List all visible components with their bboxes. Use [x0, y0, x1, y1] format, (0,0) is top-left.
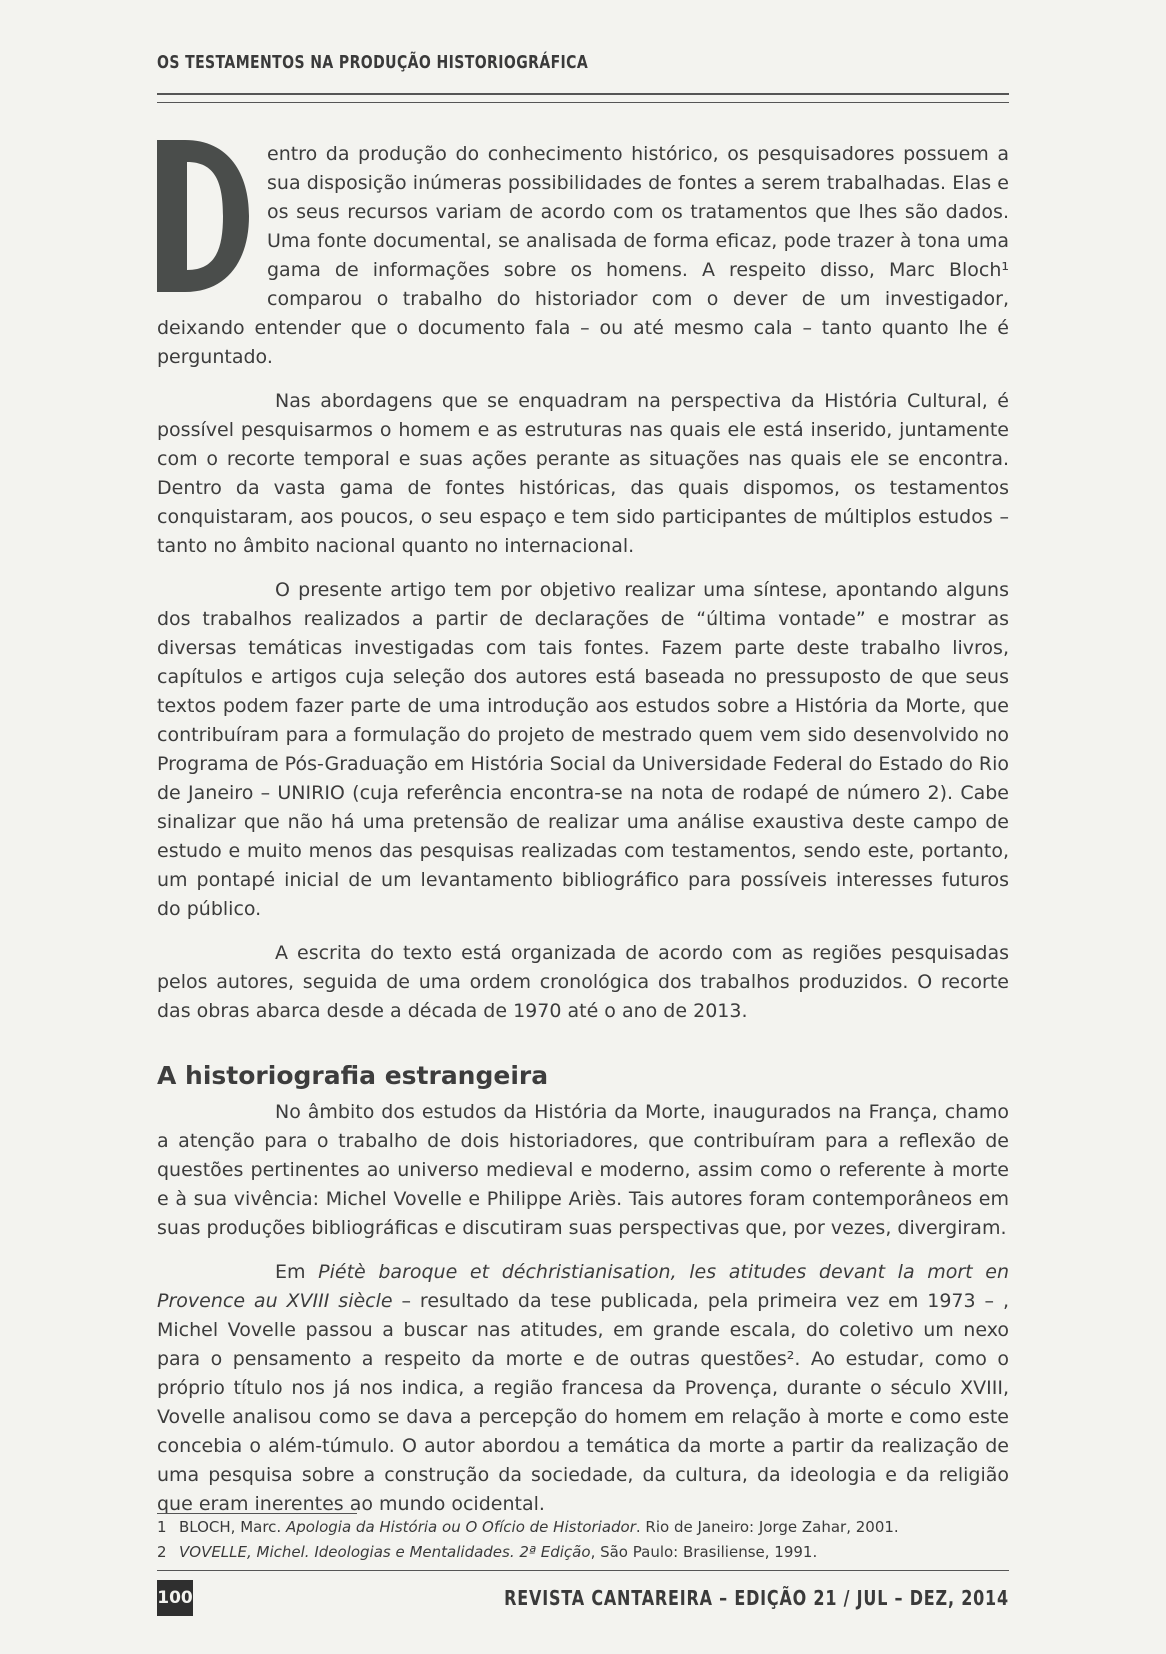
header-double-rule	[157, 93, 1009, 103]
footnote-1	[157, 1515, 1017, 1540]
paragraph: Nas abordagens que se enquadram na perspectiva da História Cultural, é possível pesquisarmos o homem e as estruturas nas quais ele está inserido, juntamente com o recorte temporal e suas ações perante as situações nas quais ele se encontra. Dentro da vasta gama de fontes históricas, das quais dispomos, os testamentos conquistaram, aos poucos, o seu espaço e tem sido participantes de múltiplos estudos – tanto no âmbito nacional quanto no internacional.	[157, 390, 1009, 557]
paragraph: A escrita do texto está organizada de acordo com as regiões pesquisadas pelos autores, seguida de uma ordem cronológica dos trabalhos produzidos. O recorte das obras abarca desde a década de 1970 até o ano de 2013.	[157, 942, 1009, 1022]
footnote-rule	[157, 1513, 357, 1514]
footnote-number: 1	[157, 1518, 167, 1536]
running-header: OS TESTAMENTOS NA PRODUÇÃO HISTORIOGRÁFICA	[157, 52, 589, 73]
footnote-2	[157, 1540, 1017, 1565]
book-title: Piétè baroque et déchristianisation, les atitudes devant la mort en Provence au XVIII siècle	[157, 1261, 1009, 1312]
drop-cap	[157, 140, 255, 292]
footnote-author: BLOCH, Marc.	[179, 1518, 286, 1536]
footnote-rest: , São Paulo: Brasiliense, 1991.	[590, 1543, 818, 1561]
page-number-badge: 100	[157, 1580, 193, 1616]
first-paragraph	[157, 140, 1009, 372]
paragraph	[157, 1258, 1009, 1519]
article-body	[157, 140, 1009, 1534]
paragraph: O presente artigo tem por objetivo realizar uma síntese, apontando alguns dos trabalhos realizados a partir de declarações de “última vontade” e mostrar as diversas temáticas investigadas com tais fontes. Fazem parte deste trabalho livros, capítulos e artigos cuja seleção dos autores está baseada no pressuposto de que seus textos podem fazer parte de uma introdução aos estudos sobre a História da Morte, que contribuíram para a formulação do projeto de mestrado quem vem sido desenvolvido no Programa de Pós-Graduação em História Social da Universidade Federal do Estado do Rio de Janeiro – UNIRIO (cuja referência encontra-se na nota de rodapé de número 2). Cabe sinalizar que não há uma pretensão de realizar uma análise exaustiva deste campo de estudo e muito menos das pesquisas realizadas com testamentos, sendo este, portanto, um pontapé inicial de um levantamento bibliográfico para possíveis interesses futuros do público.	[157, 579, 1009, 920]
footer-rule	[157, 1570, 1009, 1571]
footnote-rest: . Rio de Janeiro: Jorge Zahar, 2001.	[635, 1518, 899, 1536]
section-heading: A historiografia estrangeira	[157, 1061, 549, 1090]
paragraph: No âmbito dos estudos da História da Morte, inaugurados na França, chamo a atenção para o trabalho de dois historiadores, que contribuíram para a reflexão de questões pertinentes ao universo medieval e moderno, assim como o referente à morte e à sua vivência: Michel Vovelle e Philippe Ariès. Tais autores foram contemporâneos em suas produções bibliográficas e discutiram suas perspectivas que, por vezes, divergiram.	[157, 1101, 1009, 1239]
footnote-title: Apologia da História ou O Ofício de Historiador	[285, 1518, 636, 1536]
paragraph-lead: Em	[275, 1261, 319, 1283]
footnotes	[157, 1515, 1017, 1565]
footnote-number: 2	[157, 1543, 167, 1561]
journal-footer: REVISTA CANTAREIRA – EDIÇÃO 21 / JUL – DEZ, 2014	[504, 1586, 1009, 1610]
paragraph-text: – resultado da tese publicada, pela primeira vez em 1973 – , Michel Vovelle passou a buscar nas atitudes, em grande escala, do coletivo um nexo para o pensamento a respeito da morte e de outras questões². Ao estudar, como o próprio título nos já nos indica, a região francesa da Provença, durante o século XVIII, Vovelle analisou como se dava a percepção do homem em relação à morte e como este concebia o além-túmulo. O autor abordou a temática da morte a partir da realização de uma pesquisa sobre a construção da sociedade, da cultura, da ideologia e da religião que eram inerentes ao mundo ocidental.	[157, 1290, 1009, 1515]
paragraph-text: entro da produção do conhecimento histórico, os pesquisadores possuem a sua disposição inúmeras possibilidades de fontes a serem trabalhadas. Elas e os seus recursos variam de acordo com os tratamentos que lhes são dados. Uma fonte documental, se analisada de forma eficaz, pode trazer à tona uma gama de informações sobre os homens. A respeito disso, Marc Bloch¹ comparou o trabalho do historiador com o dever de um investigador, deixando entender que o documento fala – ou até mesmo cala – tanto quanto lhe é perguntado.	[157, 143, 1009, 368]
footnote-author: VOVELLE, Michel. Ideologias e Mentalidades. 2ª Edição	[179, 1543, 591, 1561]
